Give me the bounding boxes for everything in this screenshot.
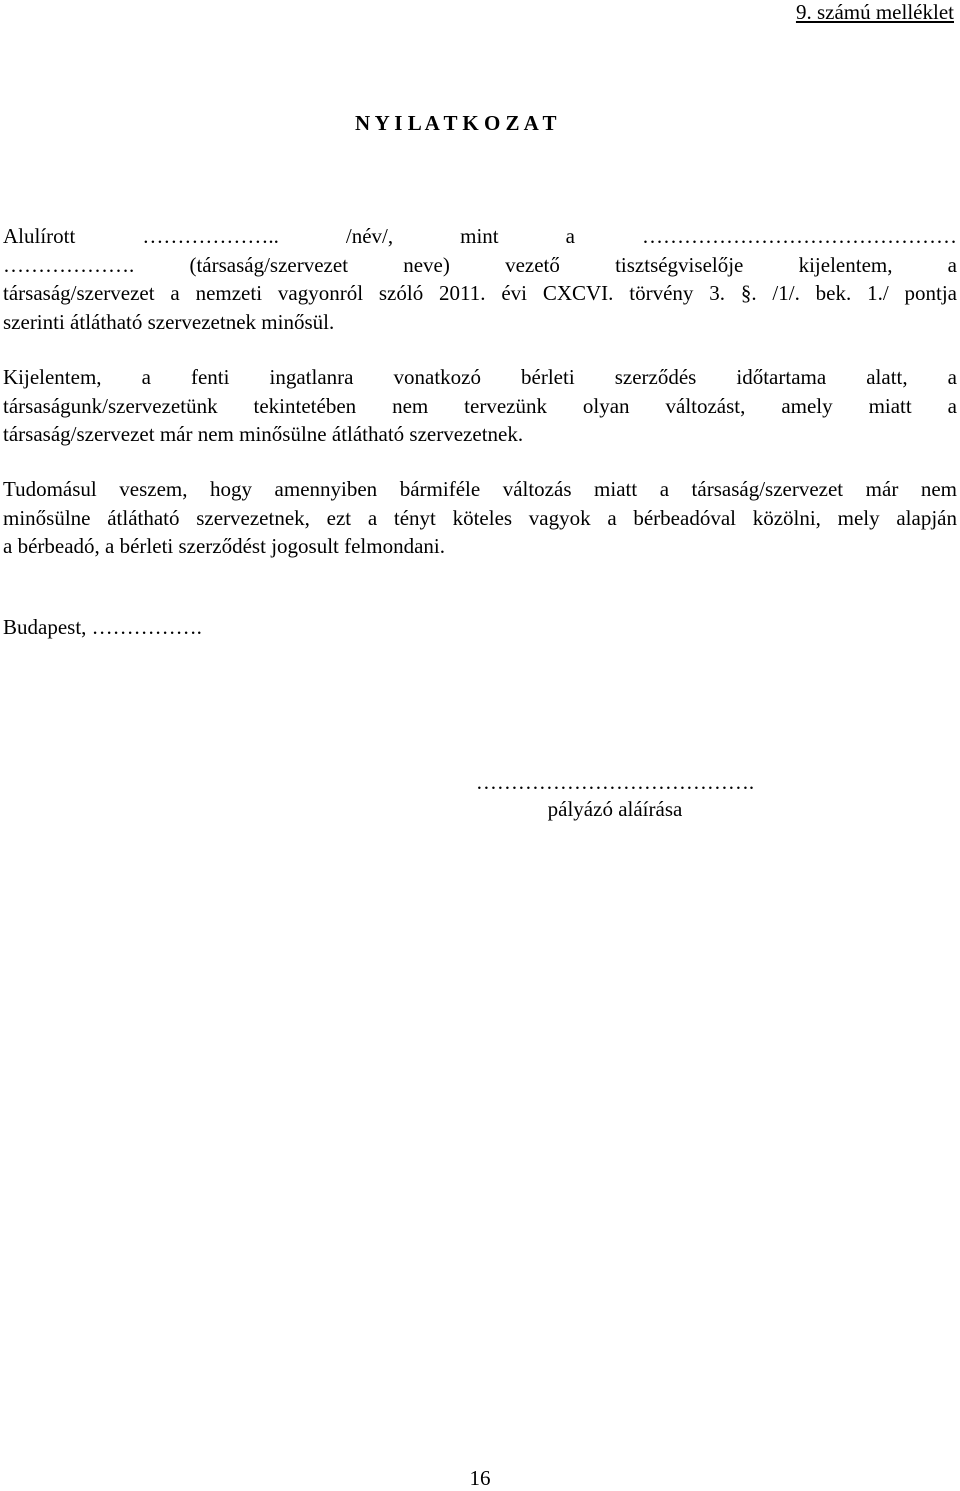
paragraph-line: Kijelentem, a fenti ingatlanra vonatkozó bérleti szerződés időtartama alatt, a [3, 365, 957, 389]
document-title: N Y I L A T K O Z A T [355, 111, 557, 135]
signature-label: pályázó aláírása [547, 797, 683, 821]
place-date: Budapest, ……………. [3, 615, 202, 639]
signature-line: …………………………………. [475, 770, 755, 794]
paragraph-line: társaságunk/szervezetünk tekintetében nem tervezünk olyan változást, amely miatt a [3, 393, 957, 418]
paragraph-line: Alulírott ……………….. /név/, mint a ……………………………………… [3, 224, 957, 248]
paragraph-line: társaság/szervezet már nem minősülne átlátható szervezetnek. [3, 422, 524, 446]
paragraph-line: a bérbeadó, a bérleti szerződést jogosult felmondani. [3, 534, 446, 558]
annex-label: 9. számú melléklet [795, 0, 954, 24]
paragraph-acknowledgement [3, 475, 957, 561]
paragraph-line: ………………. (társaság/szervezet neve) vezető tisztségviselője kijelentem, a [3, 252, 957, 277]
paragraph-line: szerinti átlátható szervezetnek minősül. [3, 309, 335, 334]
paragraph-line: Tudomásul veszem, hogy amennyiben bármiféle változás miatt a társaság/szervezet már nem [3, 477, 957, 501]
paragraph-declarant [3, 222, 957, 336]
paragraph-line: társaság/szervezet a nemzeti vagyonról szóló 2011. évi CXCVI. törvény 3. §. /1/. bek. 1./ pontja [3, 281, 957, 305]
page-number: 16 [469, 1466, 491, 1490]
paragraph-statement [3, 363, 957, 449]
paragraph-line: minősülne átlátható szervezetnek, ezt a tényt köteles vagyok a bérbeadóval közölni, mely alapján [3, 505, 957, 530]
